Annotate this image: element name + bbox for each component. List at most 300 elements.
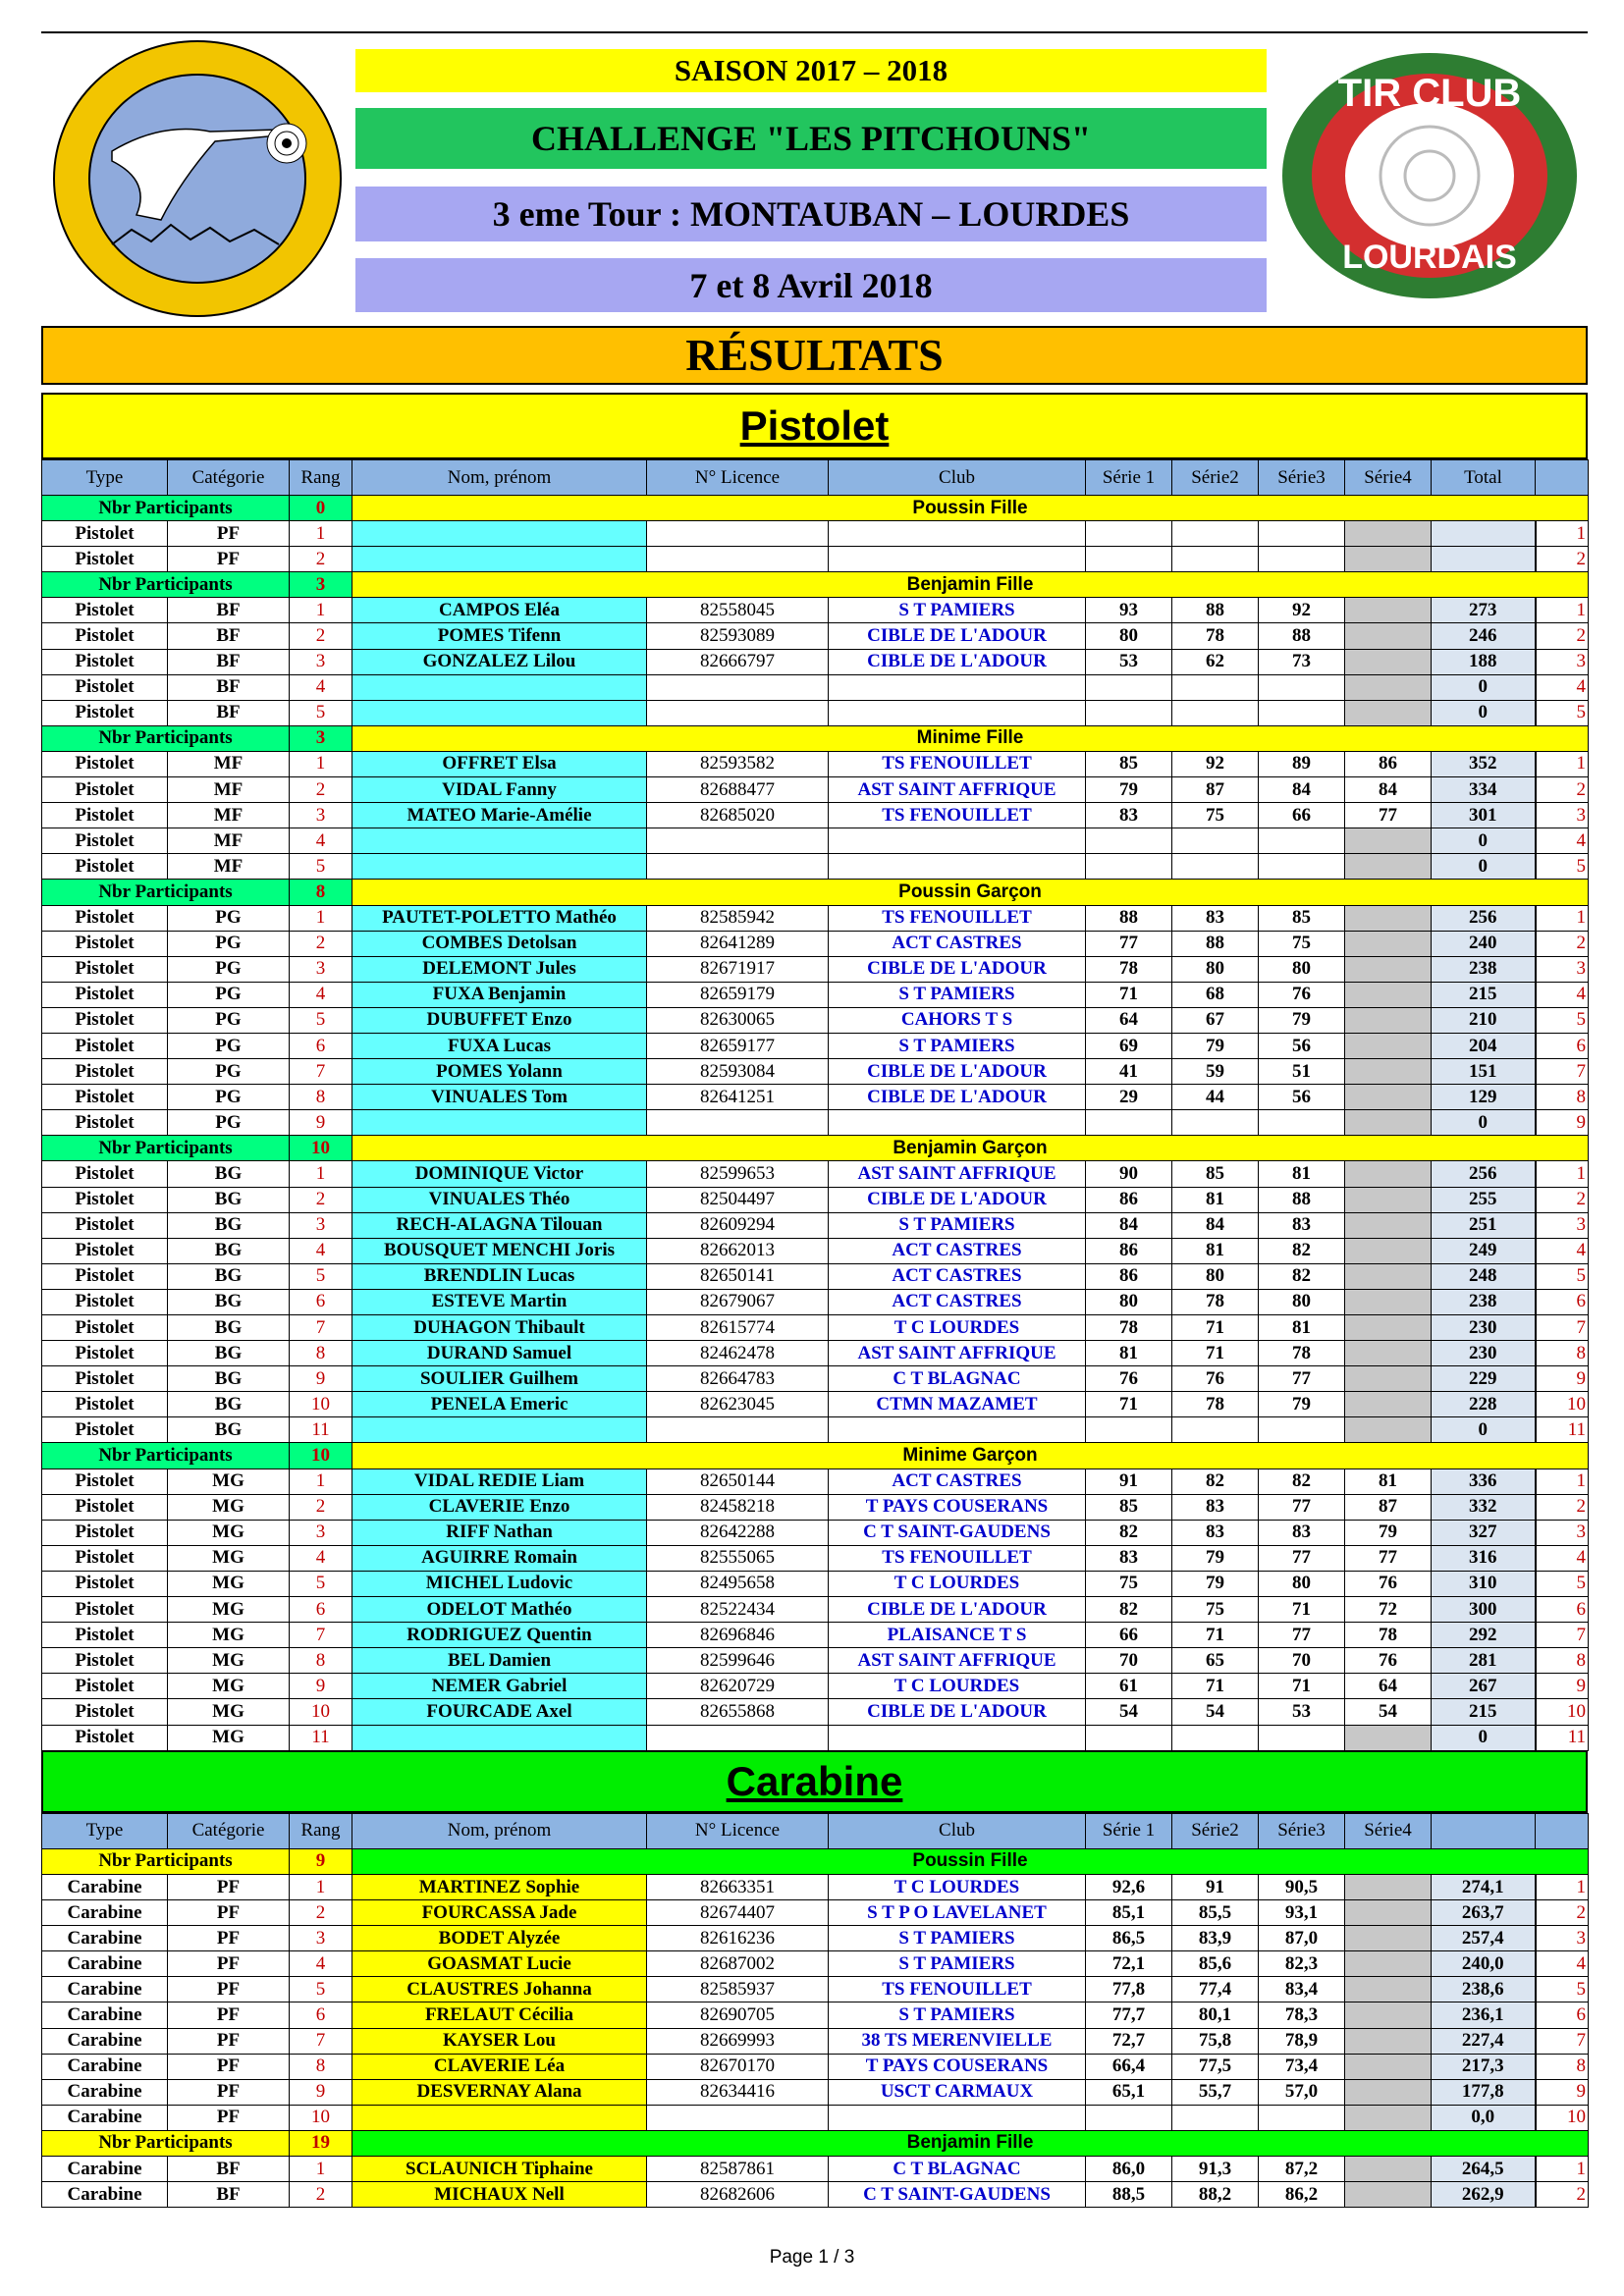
participants-count: 10: [290, 1443, 352, 1468]
type-cell: Pistolet: [42, 751, 168, 776]
serie4-cell: [1345, 854, 1432, 880]
serie1-cell: [1086, 1110, 1172, 1136]
category-cell: PG: [168, 1085, 290, 1110]
serie2-cell: 67: [1172, 1007, 1259, 1033]
serie2-cell: 81: [1172, 1187, 1259, 1212]
serie2-cell: 55,7: [1172, 2079, 1259, 2105]
serie4-cell: [1345, 623, 1432, 649]
serie3-cell: 77: [1259, 1545, 1345, 1571]
serie4-cell: 86: [1345, 751, 1432, 776]
total-cell: 264,5: [1432, 2157, 1536, 2182]
serie2-cell: 80: [1172, 956, 1259, 982]
rank-cell: 11: [290, 1725, 352, 1750]
table-row: [42, 1520, 1589, 1545]
name-cell: [352, 1417, 647, 1443]
category-cell: PF: [168, 2028, 290, 2054]
rank-cell: 1: [290, 521, 352, 547]
total-cell: 0: [1432, 1417, 1536, 1443]
category-cell: BG: [168, 1289, 290, 1314]
column-header: Club: [829, 1813, 1086, 1848]
licence-cell: [647, 1725, 829, 1750]
rank-cell: 9: [290, 2079, 352, 2105]
serie3-cell: 86,2: [1259, 2182, 1345, 2208]
club-cell: [829, 2105, 1086, 2130]
rank-cell: 3: [290, 649, 352, 674]
club-cell: CIBLE DE L'ADOUR: [829, 956, 1086, 982]
participants-label: Nbr Participants: [42, 572, 290, 598]
column-header: Rang: [290, 460, 352, 496]
category-cell: MF: [168, 777, 290, 803]
serie2-cell: [1172, 674, 1259, 700]
season-banner: SAISON 2017 – 2018: [355, 49, 1267, 92]
category-cell: BF: [168, 649, 290, 674]
carabine-title-text: Carabine: [726, 1757, 903, 1804]
serie4-cell: [1345, 1085, 1432, 1110]
licence-cell: 82623045: [647, 1392, 829, 1417]
serie2-cell: 54: [1172, 1699, 1259, 1725]
licence-cell: 82669993: [647, 2028, 829, 2054]
final-rank-cell: 3: [1536, 1212, 1589, 1238]
type-cell: Pistolet: [42, 1033, 168, 1058]
club-cell: TS FENOUILLET: [829, 1977, 1086, 2002]
serie1-cell: 86,0: [1086, 2157, 1172, 2182]
total-cell: 267: [1432, 1674, 1536, 1699]
type-cell: Pistolet: [42, 1494, 168, 1520]
licence-cell: 82504497: [647, 1187, 829, 1212]
group-header-row: [42, 496, 1589, 521]
type-cell: Pistolet: [42, 1520, 168, 1545]
name-cell: CLAVERIE Enzo: [352, 1494, 647, 1520]
table-row: [42, 1007, 1589, 1033]
serie2-cell: 78: [1172, 623, 1259, 649]
serie3-cell: [1259, 2105, 1345, 2130]
pistolet-results-table: [41, 459, 1589, 1751]
total-cell: 227,4: [1432, 2028, 1536, 2054]
serie3-cell: 71: [1259, 1674, 1345, 1699]
serie4-cell: [1345, 1212, 1432, 1238]
club-cell: [829, 547, 1086, 572]
licence-cell: 82655868: [647, 1699, 829, 1725]
serie1-cell: 81: [1086, 1341, 1172, 1366]
serie3-cell: 73,4: [1259, 2054, 1345, 2079]
table-row: [42, 2105, 1589, 2130]
category-cell: BF: [168, 700, 290, 725]
serie3-cell: 75: [1259, 931, 1345, 956]
type-cell: Pistolet: [42, 1674, 168, 1699]
club-cell: TS FENOUILLET: [829, 1545, 1086, 1571]
club-cell: S T PAMIERS: [829, 1033, 1086, 1058]
serie2-cell: 91,3: [1172, 2157, 1259, 2182]
serie1-cell: 83: [1086, 803, 1172, 828]
serie4-cell: [1345, 2105, 1432, 2130]
serie1-cell: 82: [1086, 1597, 1172, 1623]
club-cell: C T SAINT-GAUDENS: [829, 2182, 1086, 2208]
final-rank-cell: 4: [1536, 982, 1589, 1007]
category-cell: BF: [168, 2182, 290, 2208]
serie1-cell: 66,4: [1086, 2054, 1172, 2079]
participants-label: Nbr Participants: [42, 725, 290, 751]
name-cell: RIFF Nathan: [352, 1520, 647, 1545]
licence-cell: 82458218: [647, 1494, 829, 1520]
type-cell: Pistolet: [42, 649, 168, 674]
category-cell: PF: [168, 1874, 290, 1899]
final-rank-cell: 10: [1536, 1392, 1589, 1417]
table-row: [42, 1315, 1589, 1341]
licence-cell: 82558045: [647, 598, 829, 623]
name-cell: GONZALEZ Lilou: [352, 649, 647, 674]
serie2-cell: 71: [1172, 1674, 1259, 1699]
total-cell: 316: [1432, 1545, 1536, 1571]
name-cell: VIDAL REDIE Liam: [352, 1468, 647, 1494]
category-cell: PG: [168, 956, 290, 982]
category-cell: PG: [168, 905, 290, 931]
column-header-empty: [1432, 1813, 1536, 1848]
type-cell: Pistolet: [42, 1110, 168, 1136]
serie4-cell: 76: [1345, 1648, 1432, 1674]
table-row: [42, 674, 1589, 700]
table-row: [42, 598, 1589, 623]
licence-cell: 82682606: [647, 2182, 829, 2208]
serie3-cell: 88: [1259, 1187, 1345, 1212]
type-cell: Pistolet: [42, 1059, 168, 1085]
name-cell: [352, 1725, 647, 1750]
rank-cell: 7: [290, 1059, 352, 1085]
participants-count: 10: [290, 1136, 352, 1161]
serie2-cell: 79: [1172, 1033, 1259, 1058]
club-cell: [829, 674, 1086, 700]
name-cell: BOUSQUET MENCHI Joris: [352, 1238, 647, 1263]
serie3-cell: 51: [1259, 1059, 1345, 1085]
serie4-cell: [1345, 1263, 1432, 1289]
licence-cell: [647, 1110, 829, 1136]
serie3-cell: 70: [1259, 1648, 1345, 1674]
total-cell: 249: [1432, 1238, 1536, 1263]
serie4-cell: [1345, 1315, 1432, 1341]
challenge-banner: CHALLENGE "LES PITCHOUNS": [355, 108, 1267, 169]
total-cell: [1432, 521, 1536, 547]
column-header: Série2: [1172, 460, 1259, 496]
total-cell: 255: [1432, 1187, 1536, 1212]
total-cell: 0: [1432, 854, 1536, 880]
table-row: [42, 803, 1589, 828]
serie4-cell: 77: [1345, 1545, 1432, 1571]
serie1-cell: 53: [1086, 649, 1172, 674]
serie2-cell: 91: [1172, 1874, 1259, 1899]
serie4-cell: [1345, 700, 1432, 725]
serie1-cell: 29: [1086, 1085, 1172, 1110]
name-cell: CAMPOS Eléa: [352, 598, 647, 623]
serie1-cell: 86,5: [1086, 1926, 1172, 1951]
participants-count: 3: [290, 725, 352, 751]
serie2-cell: [1172, 700, 1259, 725]
serie2-cell: 68: [1172, 982, 1259, 1007]
group-header-row: [42, 1848, 1589, 1874]
type-cell: Pistolet: [42, 521, 168, 547]
serie2-cell: 65: [1172, 1648, 1259, 1674]
serie3-cell: [1259, 1725, 1345, 1750]
final-rank-cell: 3: [1536, 803, 1589, 828]
rank-cell: 2: [290, 777, 352, 803]
serie2-cell: 88: [1172, 931, 1259, 956]
rank-cell: 8: [290, 1648, 352, 1674]
category-cell: PF: [168, 1900, 290, 1926]
table-row: [42, 2054, 1589, 2079]
category-cell: PG: [168, 1033, 290, 1058]
licence-cell: 82587861: [647, 2157, 829, 2182]
licence-cell: [647, 547, 829, 572]
licence-cell: 82650141: [647, 1263, 829, 1289]
type-cell: Carabine: [42, 1926, 168, 1951]
name-cell: KAYSER Lou: [352, 2028, 647, 2054]
participants-count: 3: [290, 572, 352, 598]
participants-label: Nbr Participants: [42, 880, 290, 905]
final-rank-cell: 2: [1536, 777, 1589, 803]
serie4-cell: [1345, 1951, 1432, 1977]
table-row: [42, 1341, 1589, 1366]
licence-cell: 82674407: [647, 1900, 829, 1926]
club-cell: [829, 854, 1086, 880]
club-cell: CIBLE DE L'ADOUR: [829, 1059, 1086, 1085]
rank-cell: 9: [290, 1674, 352, 1699]
total-cell: 246: [1432, 623, 1536, 649]
final-rank-cell: 7: [1536, 1059, 1589, 1085]
club-cell: C T BLAGNAC: [829, 2157, 1086, 2182]
column-header: Type: [42, 460, 168, 496]
rank-cell: 2: [290, 623, 352, 649]
serie1-cell: 85: [1086, 1494, 1172, 1520]
serie1-cell: 77: [1086, 931, 1172, 956]
serie3-cell: [1259, 547, 1345, 572]
total-cell: 240,0: [1432, 1951, 1536, 1977]
type-cell: Pistolet: [42, 1007, 168, 1033]
final-rank-cell: 11: [1536, 1725, 1589, 1750]
header-row: [42, 1813, 1589, 1848]
name-cell: FOURCASSA Jade: [352, 1900, 647, 1926]
licence-cell: 82688477: [647, 777, 829, 803]
name-cell: FOURCADE Axel: [352, 1699, 647, 1725]
total-cell: 292: [1432, 1623, 1536, 1648]
type-cell: Pistolet: [42, 982, 168, 1007]
serie4-cell: 76: [1345, 1571, 1432, 1596]
name-cell: DELEMONT Jules: [352, 956, 647, 982]
type-cell: Pistolet: [42, 931, 168, 956]
final-rank-cell: 1: [1536, 1874, 1589, 1899]
serie3-cell: 77: [1259, 1366, 1345, 1392]
serie1-cell: [1086, 521, 1172, 547]
serie4-cell: [1345, 1341, 1432, 1366]
table-row: [42, 1494, 1589, 1520]
name-cell: MICHAUX Nell: [352, 2182, 647, 2208]
total-cell: 256: [1432, 905, 1536, 931]
table-row: [42, 1926, 1589, 1951]
type-cell: Carabine: [42, 2079, 168, 2105]
participants-count: 19: [290, 2130, 352, 2156]
serie1-cell: 69: [1086, 1033, 1172, 1058]
licence-cell: 82585937: [647, 1977, 829, 2002]
licence-cell: 82664783: [647, 1366, 829, 1392]
type-cell: Pistolet: [42, 700, 168, 725]
club-cell: CIBLE DE L'ADOUR: [829, 649, 1086, 674]
category-cell: PF: [168, 521, 290, 547]
final-rank-cell: 6: [1536, 1597, 1589, 1623]
serie1-cell: 78: [1086, 956, 1172, 982]
serie3-cell: 82: [1259, 1468, 1345, 1494]
rank-cell: 4: [290, 674, 352, 700]
category-name: Poussin Fille: [352, 496, 1589, 521]
total-cell: 327: [1432, 1520, 1536, 1545]
serie2-cell: 78: [1172, 1289, 1259, 1314]
type-cell: Pistolet: [42, 1161, 168, 1187]
category-cell: BG: [168, 1417, 290, 1443]
name-cell: FUXA Lucas: [352, 1033, 647, 1058]
column-header: Nom, prénom: [352, 1813, 647, 1848]
type-cell: Pistolet: [42, 803, 168, 828]
name-cell: FUXA Benjamin: [352, 982, 647, 1007]
serie4-cell: [1345, 521, 1432, 547]
serie3-cell: 82: [1259, 1263, 1345, 1289]
serie2-cell: 87: [1172, 777, 1259, 803]
serie3-cell: 81: [1259, 1161, 1345, 1187]
serie2-cell: 71: [1172, 1315, 1259, 1341]
column-header: Série3: [1259, 1813, 1345, 1848]
type-cell: Carabine: [42, 1977, 168, 2002]
serie3-cell: 88: [1259, 623, 1345, 649]
final-rank-cell: 2: [1536, 2182, 1589, 2208]
total-cell: 177,8: [1432, 2079, 1536, 2105]
serie4-cell: 77: [1345, 803, 1432, 828]
club-cell: ACT CASTRES: [829, 931, 1086, 956]
name-cell: DESVERNAY Alana: [352, 2079, 647, 2105]
category-cell: PF: [168, 2002, 290, 2028]
serie3-cell: 56: [1259, 1085, 1345, 1110]
serie1-cell: 88,5: [1086, 2182, 1172, 2208]
table-row: [42, 2002, 1589, 2028]
serie4-cell: [1345, 1007, 1432, 1033]
category-cell: PF: [168, 2105, 290, 2130]
serie4-cell: [1345, 1900, 1432, 1926]
table-row: [42, 1417, 1589, 1443]
table-row: [42, 982, 1589, 1007]
column-header-empty: [1536, 1813, 1589, 1848]
total-cell: 0: [1432, 674, 1536, 700]
rank-cell: 4: [290, 1951, 352, 1977]
serie1-cell: 79: [1086, 777, 1172, 803]
total-cell: 0: [1432, 700, 1536, 725]
table-row: [42, 1289, 1589, 1314]
serie1-cell: 76: [1086, 1366, 1172, 1392]
table-row: [42, 1545, 1589, 1571]
final-rank-cell: 3: [1536, 1520, 1589, 1545]
serie2-cell: 83,9: [1172, 1926, 1259, 1951]
rank-cell: 10: [290, 2105, 352, 2130]
total-cell: 332: [1432, 1494, 1536, 1520]
final-rank-cell: 2: [1536, 1900, 1589, 1926]
type-cell: Carabine: [42, 2028, 168, 2054]
table-row: [42, 828, 1589, 854]
licence-cell: 82522434: [647, 1597, 829, 1623]
serie3-cell: 80: [1259, 1289, 1345, 1314]
serie4-cell: [1345, 1161, 1432, 1187]
name-cell: NEMER Gabriel: [352, 1674, 647, 1699]
category-cell: MG: [168, 1494, 290, 1520]
rank-cell: 5: [290, 854, 352, 880]
serie4-cell: 72: [1345, 1597, 1432, 1623]
rank-cell: 3: [290, 1212, 352, 1238]
serie4-cell: [1345, 2079, 1432, 2105]
total-cell: 281: [1432, 1648, 1536, 1674]
serie4-cell: [1345, 1874, 1432, 1899]
total-cell: 215: [1432, 982, 1536, 1007]
serie2-cell: 71: [1172, 1341, 1259, 1366]
serie3-cell: 83,4: [1259, 1977, 1345, 2002]
rank-cell: 10: [290, 1392, 352, 1417]
club-cell: T C LOURDES: [829, 1674, 1086, 1699]
club-cell: [829, 1725, 1086, 1750]
club-cell: [829, 828, 1086, 854]
name-cell: MATEO Marie-Amélie: [352, 803, 647, 828]
total-cell: 263,7: [1432, 1900, 1536, 1926]
licence-cell: 82670170: [647, 2054, 829, 2079]
column-header: Rang: [290, 1813, 352, 1848]
category-cell: PF: [168, 1951, 290, 1977]
participants-count: 0: [290, 496, 352, 521]
club-logo-left: [43, 33, 352, 324]
final-rank-cell: 9: [1536, 1366, 1589, 1392]
name-cell: RODRIGUEZ Quentin: [352, 1623, 647, 1648]
total-cell: 301: [1432, 803, 1536, 828]
total-cell: 210: [1432, 1007, 1536, 1033]
serie2-cell: 83: [1172, 1494, 1259, 1520]
serie4-cell: [1345, 2157, 1432, 2182]
club-cell: T C LOURDES: [829, 1571, 1086, 1596]
category-cell: MG: [168, 1699, 290, 1725]
club-cell: CTMN MAZAMET: [829, 1392, 1086, 1417]
club-cell: 38 TS MERENVIELLE: [829, 2028, 1086, 2054]
column-header: Série2: [1172, 1813, 1259, 1848]
name-cell: VIDAL Fanny: [352, 777, 647, 803]
serie3-cell: 57,0: [1259, 2079, 1345, 2105]
licence-cell: 82696846: [647, 1623, 829, 1648]
type-cell: Pistolet: [42, 777, 168, 803]
licence-cell: 82671917: [647, 956, 829, 982]
name-cell: SOULIER Guilhem: [352, 1366, 647, 1392]
serie4-cell: 79: [1345, 1520, 1432, 1545]
club-cell: T PAYS COUSERANS: [829, 2054, 1086, 2079]
rank-cell: 2: [290, 2182, 352, 2208]
category-name: Minime Fille: [352, 725, 1589, 751]
final-rank-cell: 1: [1536, 751, 1589, 776]
column-header: Type: [42, 1813, 168, 1848]
final-rank-cell: 8: [1536, 1341, 1589, 1366]
category-cell: BF: [168, 674, 290, 700]
rank-cell: 4: [290, 828, 352, 854]
licence-cell: [647, 521, 829, 547]
final-rank-cell: 5: [1536, 1977, 1589, 2002]
licence-cell: 82462478: [647, 1341, 829, 1366]
club-cell: CIBLE DE L'ADOUR: [829, 1699, 1086, 1725]
serie1-cell: [1086, 854, 1172, 880]
rank-cell: 10: [290, 1699, 352, 1725]
serie2-cell: 80: [1172, 1263, 1259, 1289]
type-cell: Pistolet: [42, 1315, 168, 1341]
serie3-cell: 79: [1259, 1007, 1345, 1033]
category-cell: BG: [168, 1238, 290, 1263]
page-footer: Page 1 / 3: [769, 2247, 855, 2268]
serie3-cell: 84: [1259, 777, 1345, 803]
serie4-cell: [1345, 1725, 1432, 1750]
rank-cell: 4: [290, 1545, 352, 1571]
serie2-cell: 83: [1172, 905, 1259, 931]
